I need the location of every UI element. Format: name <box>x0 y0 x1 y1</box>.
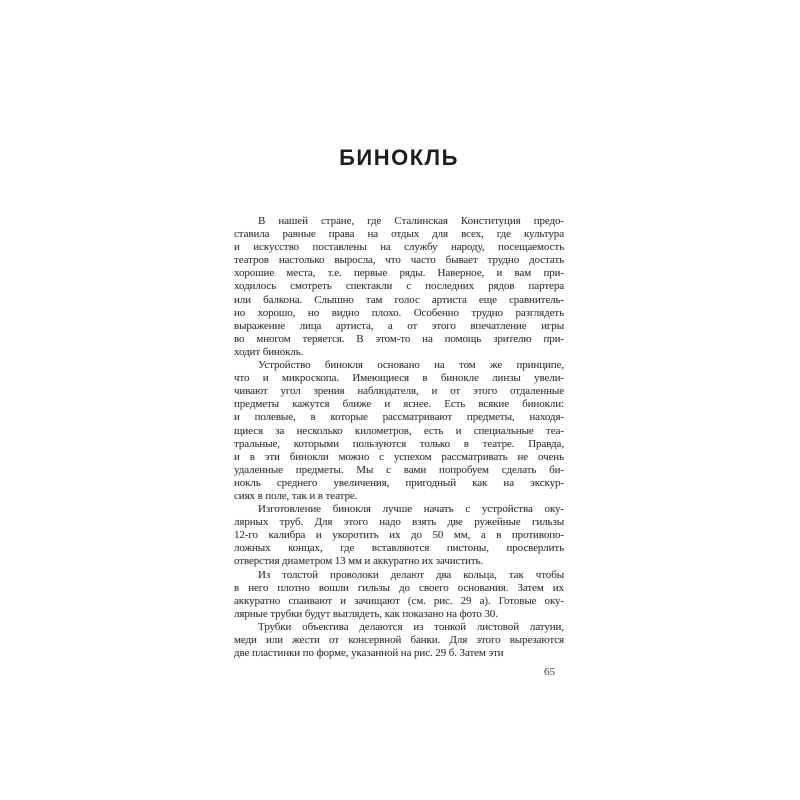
text-line: Изготовление бинокля лучше начать с устройства оку- <box>258 503 564 516</box>
text-line: Из толстой проволоки делают два кольца, так чтобы <box>258 568 564 581</box>
text-line: театров настолько выросла, что часто бывает трудно достать <box>234 254 564 267</box>
text-line: и искусство поставлены на службу народу, посещаемость <box>234 241 564 254</box>
text-line: удаленные предметы. Мы с вами попробуем сделать би- <box>234 463 564 476</box>
text-line: предметы кажутся ближе и яснее. Есть всякие бинокли: <box>234 398 564 411</box>
text-line: щиеся за несколько километров, есть и специальные теа- <box>234 424 564 437</box>
text-line: в него плотно вошли гильзы до своего основания. Затем их <box>234 581 564 594</box>
page-number: 65 <box>544 666 555 678</box>
text-line: или балкона. Слышно там голос артиста еще сравнитель- <box>234 293 564 306</box>
text-line: и полевые, в которые рассматривают предметы, находя- <box>234 411 564 424</box>
text-line: ставила равные права на отдых для всех, где культура <box>234 228 564 241</box>
text-line: во многом теряется. В этом-то на помощь зрителю при- <box>234 332 564 345</box>
text-line: чивают угол зрения наблюдателя, и от этого отдаленные <box>234 385 564 398</box>
text-line: отверстия диаметром 13 мм и аккуратно их зачистить. <box>234 555 484 568</box>
text-line: аккуратно спаивают и зачищают (см. рис. 29 а). Готовые оку- <box>234 594 564 607</box>
text-line: сиях в поле, так и в театре. <box>234 489 358 502</box>
paragraph <box>234 359 564 503</box>
text-line: и в эти бинокли можно с успехом рассматривать не очень <box>234 450 564 463</box>
text-line: ходит бинокль. <box>234 345 304 358</box>
paragraph <box>234 503 564 568</box>
text-line: хорошие места, т.е. первые ряды. Наверное, и вам при- <box>234 267 564 280</box>
text-body <box>234 215 564 660</box>
text-line: что и микроскопа. Имеющиеся в бинокле линзы увели- <box>234 372 564 385</box>
text-line: меди или жести от консервной банки. Для этого вырезаются <box>234 634 564 646</box>
text-line: ходилось смотреть спектакли с последних рядов партера <box>234 280 564 293</box>
text-line: две пластинки по форме, указанной на рис. 29 б. Затем эти <box>234 647 504 660</box>
text-line: нокль среднего увеличения, пригодный как на экскур- <box>234 476 564 489</box>
text-line: лярных труб. Для этого надо взять две ружейные гильзы <box>234 516 564 529</box>
text-line: Устройство бинокля основано на том же принципе, <box>258 359 564 372</box>
paragraph <box>234 621 564 660</box>
text-line: Трубки объектива делаются из тонкой листовой латуни, <box>258 620 564 633</box>
paragraph <box>234 215 564 359</box>
text-line: 12-го калибра и укоротить их до 50 мм, а в противопо- <box>234 529 564 542</box>
paragraph <box>234 569 564 621</box>
text-line: В нашей стране, где Сталинская Конституция предо- <box>258 215 564 227</box>
text-line: лярные трубки будут выглядеть, как показано на фото 30. <box>234 607 498 620</box>
text-line: тральные, которыми пользуются только в театре. Правда, <box>234 437 564 450</box>
page-title: БИНОКЛЬ <box>339 145 459 170</box>
text-line: ложных концах, где вставляются пистоны, просверлить <box>234 542 564 555</box>
text-line: но хорошо, но видно плохо. Особенно трудно разглядеть <box>234 306 564 319</box>
text-line: выражение лица артиста, а от этого впечатление игры <box>234 319 564 332</box>
